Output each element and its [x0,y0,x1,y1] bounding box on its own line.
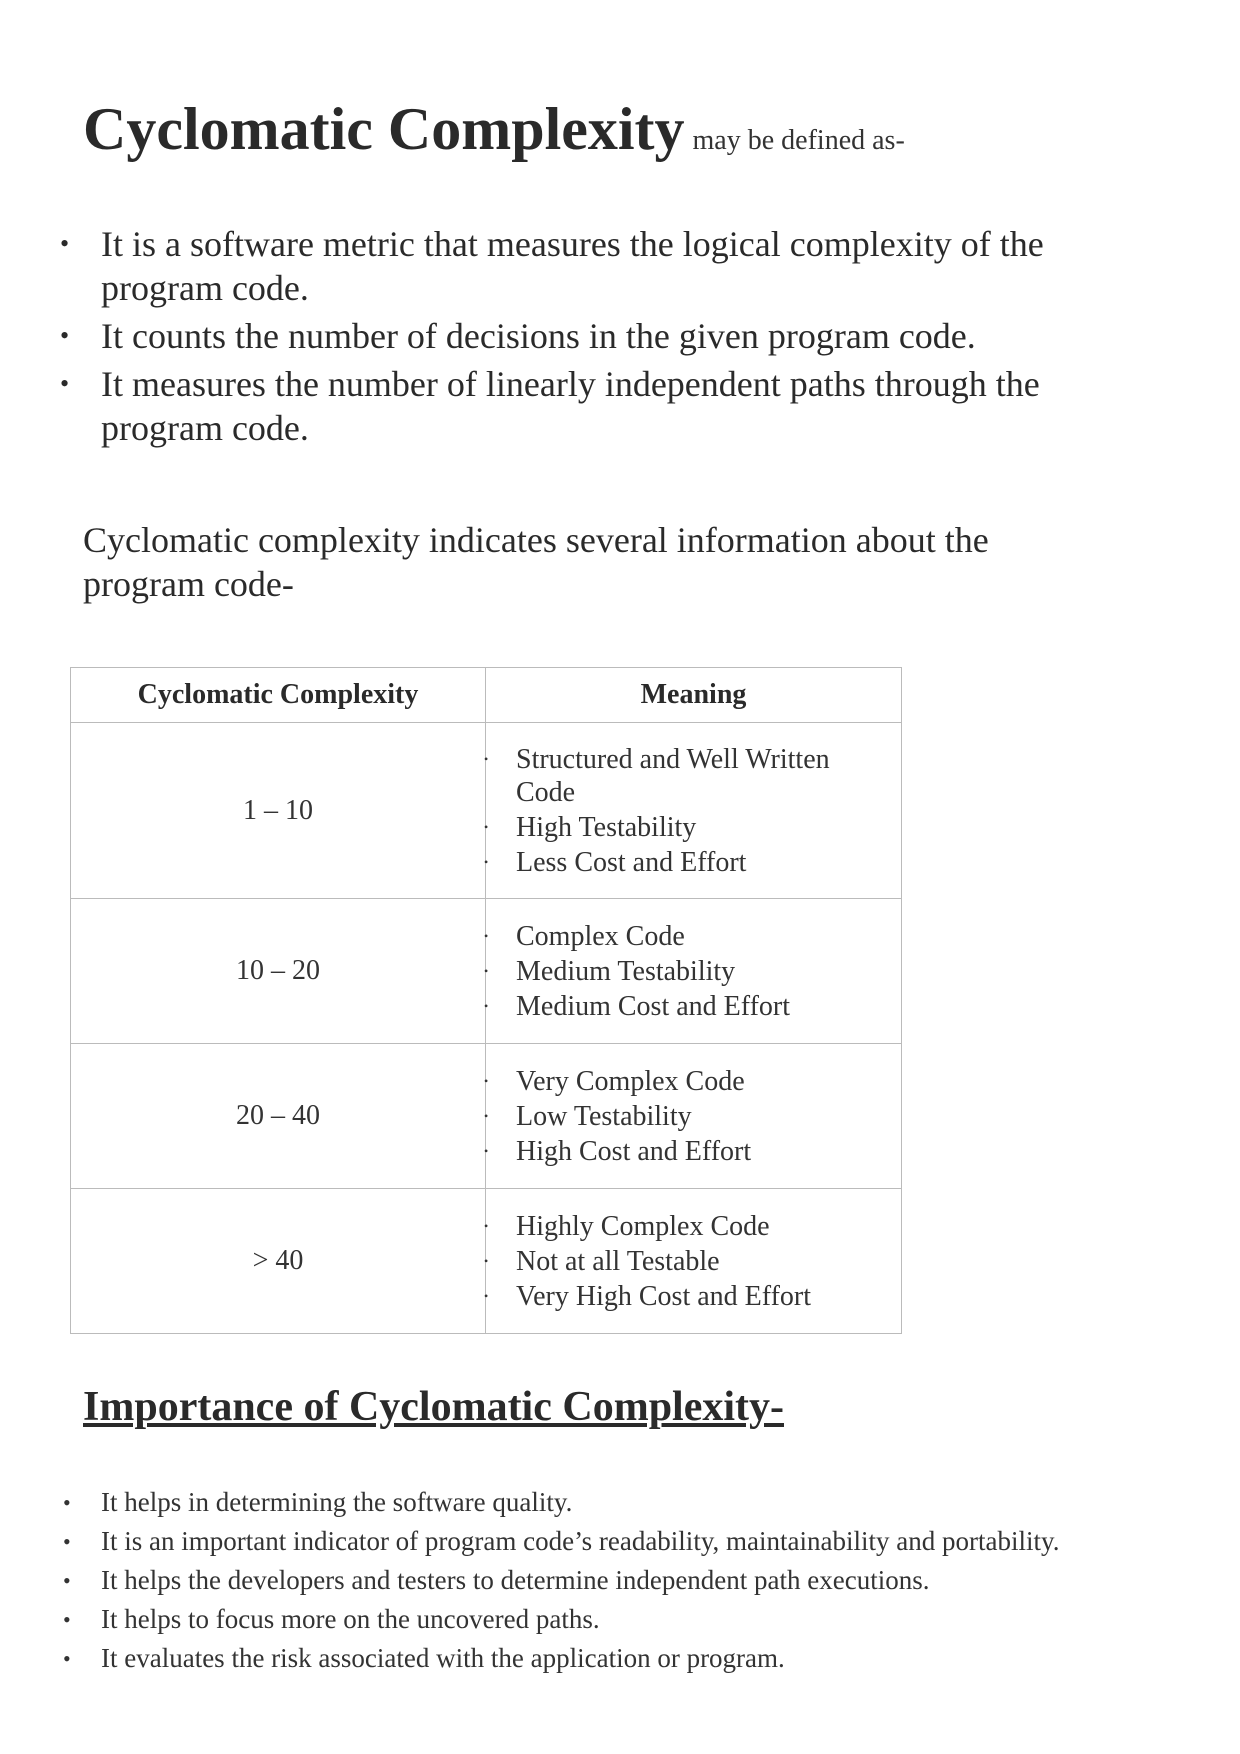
range-cell: 20 – 40 [71,1044,486,1189]
table-row [71,1044,902,1189]
range-cell: 10 – 20 [71,899,486,1044]
table-row [71,723,902,899]
title-main: Cyclomatic Complexity [83,96,685,162]
meaning-item: • Low Testability [486,1100,881,1133]
table-header-row [71,668,902,723]
meaning-item: • Not at all Testable [486,1245,881,1278]
header-meaning: Meaning [486,668,902,723]
meaning-cell [486,723,902,899]
meaning-item: • Structured and Well Written Code [486,743,881,809]
header-complexity: Cyclomatic Complexity [71,668,486,723]
table-row [71,899,902,1044]
list-item: • It evaluates the risk associated with the application or program. [60,1639,1220,1678]
meaning-item: • Complex Code [486,920,881,953]
list-item: • It is an important indicator of program code’s readability, maintainability and portability. [60,1522,1220,1561]
list-item: • It helps in determining the software quality. [60,1483,1220,1522]
meaning-item: • High Cost and Effort [486,1135,881,1168]
definition-list [60,222,1140,454]
list-item: • It helps the developers and testers to determine independent path executions. [60,1561,1220,1600]
meaning-cell [486,1044,902,1189]
meaning-item: • Highly Complex Code [486,1210,881,1243]
range-cell: 1 – 10 [71,723,486,899]
complexity-table [70,667,902,1334]
info-paragraph: Cyclomatic complexity indicates several information about the program code- [83,520,989,604]
meaning-item: • Very Complex Code [486,1065,881,1098]
importance-list [60,1483,1220,1678]
list-item: • It counts the number of decisions in the given program code. [60,314,1140,358]
meaning-item: • High Testability [486,811,881,844]
meaning-cell [486,1189,902,1334]
list-item: • It measures the number of linearly independent paths through the program code. [60,362,1140,450]
page-title [83,95,905,164]
table-row [71,1189,902,1334]
list-item: • It helps to focus more on the uncovered paths. [60,1600,1220,1639]
meaning-item: • Very High Cost and Effort [486,1280,881,1313]
importance-heading: Importance of Cyclomatic Complexity- [83,1384,784,1430]
list-item: • It is a software metric that measures the logical complexity of the program code. [60,222,1140,310]
title-suffix: may be defined as- [692,125,905,156]
meaning-item: • Less Cost and Effort [486,846,881,879]
meaning-item: • Medium Cost and Effort [486,990,881,1023]
range-cell: > 40 [71,1189,486,1334]
meaning-item: • Medium Testability [486,955,881,988]
meaning-cell [486,899,902,1044]
